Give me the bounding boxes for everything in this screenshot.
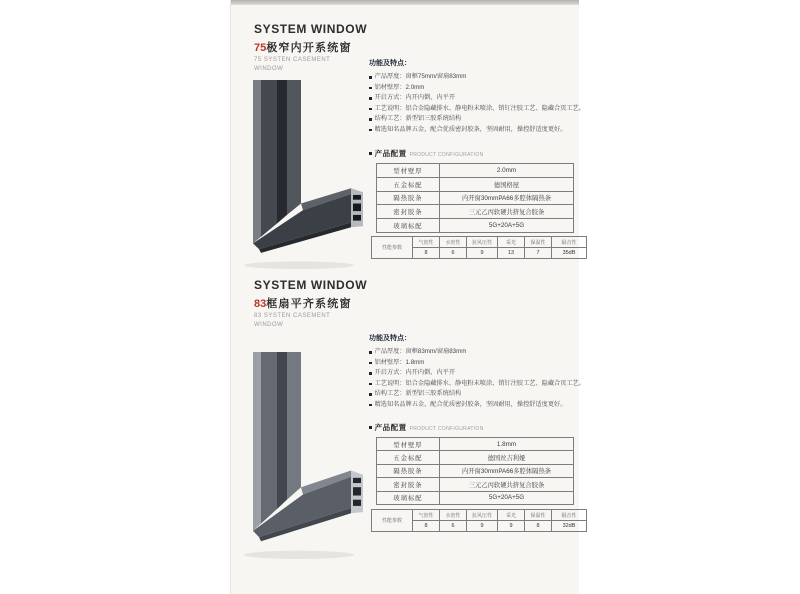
performance-table: [371, 509, 587, 532]
table-row: 五金标配 德国格屋: [377, 177, 574, 191]
bullet-square-icon: [369, 383, 372, 386]
feature-item: 铝材壁厚：2.0mm: [369, 83, 575, 94]
features-list: [369, 72, 585, 135]
table-row: 密封胶条 三元乙丙软硬共挤复合胶条: [377, 205, 574, 219]
feature-item: 开启方式：内开内倒、内平开: [369, 93, 575, 104]
series-name: 框扇平齐系统窗: [266, 298, 352, 310]
features-list: [369, 347, 585, 410]
feature-item: 开启方式：内开内倒、内平开: [369, 368, 575, 379]
feature-item: 产品厚度：窗框75mm/窗扇83mm: [369, 72, 575, 83]
table-row: 型材壁厚 1.8mm: [377, 438, 574, 451]
perf-label: 性能参数: [372, 510, 413, 532]
bullet-square-icon: [369, 393, 372, 396]
config-title: 产品配置: [374, 149, 407, 158]
bullet-square-icon: [369, 129, 372, 132]
bullet-square-icon: [369, 108, 372, 111]
bullet-square-icon: [369, 97, 372, 100]
performance-table: [371, 236, 587, 259]
window-profile-illustration: [239, 80, 365, 270]
feature-item: 工艺说明：铝合金隐藏排水、静电粉末喷涂、销钉注胶工艺、隐藏合页工艺。: [369, 104, 575, 115]
bullet-square-icon: [369, 362, 372, 365]
series-number: 83: [254, 298, 267, 310]
feature-item: 产品厚度：窗框83mm/窗扇83mm: [369, 347, 575, 358]
config-subtitle: PRODUCT CONFIGURATION: [409, 426, 484, 432]
table-row: 密封胶条 三元乙丙软硬共挤复合胶条: [377, 478, 574, 491]
feature-item: 铝材壁厚：1.8mm: [369, 358, 575, 369]
table-row: 性能参数 气密性 水密性 抗风压性 采光 保温性 隔音性: [372, 510, 587, 521]
bullet-square-icon: [369, 118, 372, 121]
section-83-heading: [254, 278, 367, 329]
bullet-square-icon: [369, 426, 372, 429]
section-title-cn: [254, 39, 367, 55]
features-title: 功能及特点：: [369, 60, 411, 67]
profile-corner-photo-83: [239, 352, 365, 560]
feature-item: 结构工艺：新型铝三胶系统结构: [369, 389, 575, 400]
section-subtitle-line1: 75 SYSTEN CASEMENT: [254, 57, 331, 63]
config-section-header: [369, 422, 484, 433]
table-row: 玻璃标配 5G+20A+5G: [377, 219, 574, 233]
bullet-square-icon: [369, 351, 372, 354]
section-subtitle-line2: WINDOW: [254, 322, 284, 328]
section-title-cn: [254, 295, 367, 311]
section-title-en: SYSTEM WINDOW: [254, 278, 368, 292]
table-row: 隔热胶条 内开窗30mmPA66多腔体隔热条: [377, 191, 574, 205]
catalog-page: [230, 0, 585, 594]
table-row: 型材壁厚 2.0mm: [377, 164, 574, 178]
series-number: 75: [254, 42, 267, 54]
series-name: 极窄内开系统窗: [266, 42, 352, 54]
section-75-heading: [254, 22, 367, 73]
feature-item: 工艺说明：铝合金隐藏排水、静电粉末喷涂、销钉注胶工艺、隐藏合页工艺。: [369, 379, 575, 390]
section-title-en: SYSTEM WINDOW: [254, 22, 368, 36]
page-top-edge: [231, 0, 579, 5]
section-subtitle-line1: 83 SYSTEN CASEMENT: [254, 313, 331, 319]
profile-corner-photo-75: [239, 80, 365, 270]
section-subtitle-line2: WINDOW: [254, 66, 284, 72]
table-row: 五金标配 德国丝吉利娅: [377, 451, 574, 464]
window-profile-illustration: [239, 352, 365, 560]
bullet-square-icon: [369, 76, 372, 79]
config-title: 产品配置: [374, 423, 407, 432]
table-row: 8 6 9 9 8 32dB: [372, 521, 587, 532]
bullet-square-icon: [369, 404, 372, 407]
feature-item: 精选知名品牌五金，配合优质密封胶条，坚固耐用，操控舒适度更好。: [369, 400, 575, 411]
config-table: [376, 437, 574, 505]
table-row: 8 6 9 13 7 35dB: [372, 248, 587, 259]
config-section-header: [369, 148, 484, 159]
table-row: 隔热胶条 内开窗30mmPA66多腔体隔热条: [377, 464, 574, 477]
table-row: 性能参数 气密性 水密性 抗风压性 采光 保温性 隔音性: [372, 237, 587, 248]
config-table: [376, 163, 574, 233]
bullet-square-icon: [369, 372, 372, 375]
config-subtitle: PRODUCT CONFIGURATION: [409, 152, 484, 158]
bullet-square-icon: [369, 87, 372, 90]
features-title: 功能及特点：: [369, 335, 411, 342]
table-row: 玻璃标配 5G+20A+5G: [377, 491, 574, 504]
bullet-square-icon: [369, 152, 372, 155]
feature-item: 精选知名品牌五金，配合优质密封胶条，坚固耐用，操控舒适度更好。: [369, 125, 575, 136]
feature-item: 结构工艺：新型铝三胶系统结构: [369, 114, 575, 125]
perf-label: 性能参数: [372, 237, 413, 259]
